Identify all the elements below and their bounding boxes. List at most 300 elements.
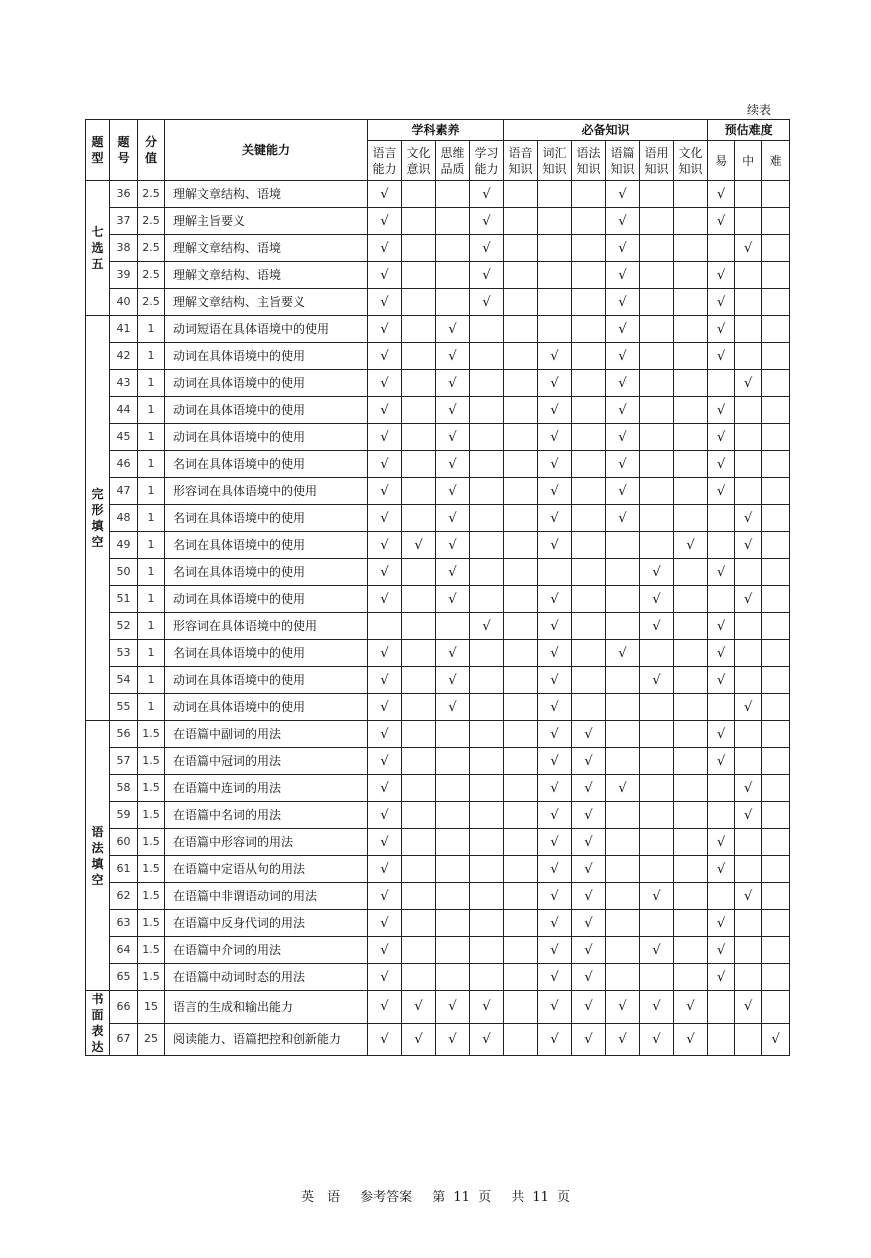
check-cell — [606, 640, 640, 667]
check-cell — [504, 883, 538, 910]
check-cell — [402, 559, 436, 586]
check-cell — [402, 1023, 436, 1056]
check-cell — [402, 478, 436, 505]
check-cell — [735, 775, 762, 802]
check-cell — [470, 505, 504, 532]
check-mark-icon: √ — [584, 888, 593, 904]
check-cell — [368, 451, 402, 478]
check-cell — [674, 424, 708, 451]
check-mark-icon: √ — [716, 645, 726, 661]
table-row — [86, 667, 790, 694]
check-mark-icon: √ — [380, 186, 389, 202]
check-cell — [368, 424, 402, 451]
question-score: 1 — [138, 559, 165, 586]
check-mark-icon: √ — [550, 753, 559, 769]
check-mark-icon: √ — [448, 483, 457, 499]
question-score: 1 — [138, 505, 165, 532]
check-mark-icon: √ — [550, 888, 559, 904]
check-mark-icon: √ — [716, 429, 726, 445]
check-cell — [368, 910, 402, 937]
check-cell — [735, 721, 762, 748]
subheader-literacy-1: 文化意识 — [402, 141, 436, 181]
check-mark-icon: √ — [448, 375, 457, 391]
question-score: 2.5 — [138, 262, 165, 289]
question-score: 1 — [138, 478, 165, 505]
check-cell — [470, 775, 504, 802]
check-cell — [572, 451, 606, 478]
check-cell — [674, 613, 708, 640]
check-cell — [708, 775, 735, 802]
check-cell — [538, 208, 572, 235]
question-score: 1 — [138, 640, 165, 667]
check-cell — [470, 829, 504, 856]
check-cell — [708, 1023, 735, 1056]
check-mark-icon: √ — [618, 402, 627, 418]
check-mark-icon: √ — [686, 999, 695, 1015]
check-cell — [368, 1023, 402, 1056]
check-cell — [436, 856, 470, 883]
check-cell — [606, 937, 640, 964]
check-mark-icon: √ — [550, 834, 559, 850]
check-cell — [368, 397, 402, 424]
check-cell — [504, 505, 538, 532]
check-cell — [504, 964, 538, 991]
question-number: 58 — [110, 775, 138, 802]
check-mark-icon: √ — [618, 348, 627, 364]
check-mark-icon: √ — [550, 645, 559, 661]
check-cell — [640, 505, 674, 532]
check-cell — [735, 883, 762, 910]
check-cell — [470, 964, 504, 991]
check-cell — [640, 775, 674, 802]
check-cell — [674, 721, 708, 748]
table-row — [86, 235, 790, 262]
check-cell — [470, 478, 504, 505]
check-cell — [470, 694, 504, 721]
check-cell — [436, 370, 470, 397]
table-row — [86, 748, 790, 775]
table-row — [86, 478, 790, 505]
check-cell — [436, 694, 470, 721]
check-cell — [470, 802, 504, 829]
check-cell — [470, 343, 504, 370]
check-cell — [436, 910, 470, 937]
check-cell — [572, 640, 606, 667]
check-cell — [606, 775, 640, 802]
key-ability: 形容词在具体语境中的使用 — [165, 613, 368, 640]
check-mark-icon: √ — [743, 780, 753, 796]
check-cell — [735, 586, 762, 613]
question-number: 65 — [110, 964, 138, 991]
check-cell — [470, 937, 504, 964]
check-cell — [674, 316, 708, 343]
key-ability: 理解主旨要义 — [165, 208, 368, 235]
key-ability: 动词短语在具体语境中的使用 — [165, 316, 368, 343]
check-cell — [572, 505, 606, 532]
question-number: 63 — [110, 910, 138, 937]
check-cell — [606, 505, 640, 532]
check-cell — [368, 829, 402, 856]
check-mark-icon: √ — [716, 618, 726, 634]
check-cell — [504, 910, 538, 937]
check-cell — [708, 964, 735, 991]
check-mark-icon: √ — [380, 834, 389, 850]
check-cell — [504, 694, 538, 721]
check-cell — [762, 316, 790, 343]
check-mark-icon: √ — [550, 375, 559, 391]
check-mark-icon: √ — [618, 1031, 627, 1047]
check-cell — [504, 262, 538, 289]
check-cell — [762, 667, 790, 694]
check-cell — [640, 181, 674, 208]
check-cell — [762, 451, 790, 478]
question-number: 44 — [110, 397, 138, 424]
check-mark-icon: √ — [618, 375, 627, 391]
check-cell — [572, 370, 606, 397]
check-cell — [606, 397, 640, 424]
check-cell — [640, 910, 674, 937]
check-cell — [762, 586, 790, 613]
check-cell — [640, 613, 674, 640]
check-cell — [640, 721, 674, 748]
check-mark-icon: √ — [380, 672, 389, 688]
check-cell — [606, 451, 640, 478]
check-cell — [470, 586, 504, 613]
footer-total: 共 11 页 — [511, 1190, 571, 1205]
check-cell — [708, 883, 735, 910]
check-mark-icon: √ — [584, 807, 593, 823]
check-cell — [470, 424, 504, 451]
check-cell — [368, 613, 402, 640]
check-mark-icon: √ — [618, 483, 627, 499]
header-ability: 关键能力 — [165, 120, 368, 181]
check-cell — [708, 235, 735, 262]
table-row — [86, 640, 790, 667]
check-cell — [436, 181, 470, 208]
check-mark-icon: √ — [482, 999, 491, 1015]
question-number: 42 — [110, 343, 138, 370]
check-mark-icon: √ — [618, 780, 627, 796]
check-cell — [674, 343, 708, 370]
check-cell — [470, 613, 504, 640]
key-ability: 名词在具体语境中的使用 — [165, 505, 368, 532]
check-mark-icon: √ — [584, 726, 593, 742]
check-cell — [470, 370, 504, 397]
header-number: 题号 — [110, 120, 138, 181]
table-row — [86, 343, 790, 370]
check-cell — [640, 856, 674, 883]
check-cell — [504, 613, 538, 640]
check-cell — [368, 505, 402, 532]
check-cell — [436, 613, 470, 640]
question-score: 1 — [138, 694, 165, 721]
check-cell — [402, 397, 436, 424]
check-cell — [470, 910, 504, 937]
check-cell — [640, 991, 674, 1024]
check-mark-icon: √ — [550, 591, 559, 607]
check-cell — [402, 208, 436, 235]
subheader-literacy-2: 思维品质 — [436, 141, 470, 181]
check-mark-icon: √ — [380, 915, 389, 931]
check-cell — [572, 883, 606, 910]
table-row — [86, 262, 790, 289]
check-cell — [735, 343, 762, 370]
check-mark-icon: √ — [448, 645, 457, 661]
question-number: 46 — [110, 451, 138, 478]
check-cell — [708, 856, 735, 883]
check-cell — [674, 559, 708, 586]
subheader-knowledge-1: 词汇知识 — [538, 141, 572, 181]
check-cell — [708, 829, 735, 856]
check-cell — [640, 262, 674, 289]
check-cell — [640, 397, 674, 424]
check-mark-icon: √ — [380, 483, 389, 499]
table-row — [86, 316, 790, 343]
check-mark-icon: √ — [550, 942, 559, 958]
key-ability: 动词在具体语境中的使用 — [165, 586, 368, 613]
check-cell — [368, 532, 402, 559]
check-mark-icon: √ — [380, 1031, 389, 1047]
check-cell — [470, 559, 504, 586]
check-mark-icon: √ — [482, 240, 491, 256]
check-cell — [606, 694, 640, 721]
check-cell — [674, 262, 708, 289]
check-cell — [538, 262, 572, 289]
check-mark-icon: √ — [584, 942, 593, 958]
check-cell — [470, 532, 504, 559]
table-row — [86, 289, 790, 316]
check-cell — [504, 802, 538, 829]
check-cell — [762, 910, 790, 937]
check-mark-icon: √ — [743, 537, 753, 553]
spec-table — [85, 119, 790, 1056]
check-cell — [674, 802, 708, 829]
check-cell — [674, 748, 708, 775]
key-ability: 名词在具体语境中的使用 — [165, 451, 368, 478]
check-mark-icon: √ — [584, 1031, 593, 1047]
check-cell — [640, 343, 674, 370]
check-mark-icon: √ — [618, 999, 627, 1015]
check-cell — [674, 289, 708, 316]
check-cell — [674, 964, 708, 991]
check-mark-icon: √ — [716, 753, 726, 769]
key-ability: 理解文章结构、语境 — [165, 262, 368, 289]
question-number: 66 — [110, 991, 138, 1024]
check-mark-icon: √ — [716, 969, 726, 985]
key-ability: 在语篇中名词的用法 — [165, 802, 368, 829]
check-cell — [470, 208, 504, 235]
check-cell — [640, 370, 674, 397]
check-cell — [402, 316, 436, 343]
check-mark-icon: √ — [482, 294, 491, 310]
check-cell — [735, 964, 762, 991]
check-cell — [708, 667, 735, 694]
question-number: 47 — [110, 478, 138, 505]
question-score: 15 — [138, 991, 165, 1024]
check-cell — [538, 424, 572, 451]
check-cell — [606, 910, 640, 937]
check-cell — [504, 640, 538, 667]
check-cell — [538, 397, 572, 424]
check-mark-icon: √ — [550, 915, 559, 931]
question-score: 1.5 — [138, 748, 165, 775]
check-cell — [674, 181, 708, 208]
check-mark-icon: √ — [618, 456, 627, 472]
check-cell — [368, 235, 402, 262]
check-cell — [470, 316, 504, 343]
check-mark-icon: √ — [550, 510, 559, 526]
check-cell — [674, 478, 708, 505]
check-mark-icon: √ — [652, 591, 661, 607]
table-row — [86, 613, 790, 640]
check-cell — [504, 478, 538, 505]
check-cell — [708, 478, 735, 505]
check-cell — [402, 424, 436, 451]
footer-subject: 英 语 — [300, 1190, 340, 1205]
check-cell — [674, 667, 708, 694]
check-cell — [640, 532, 674, 559]
check-cell — [640, 883, 674, 910]
check-cell — [572, 1023, 606, 1056]
key-ability: 语言的生成和输出能力 — [165, 991, 368, 1024]
key-ability: 动词在具体语境中的使用 — [165, 343, 368, 370]
header-group-difficulty: 预估难度 — [708, 120, 790, 141]
question-number: 62 — [110, 883, 138, 910]
check-mark-icon: √ — [550, 672, 559, 688]
check-mark-icon: √ — [716, 213, 726, 229]
check-mark-icon: √ — [771, 1031, 780, 1047]
check-mark-icon: √ — [716, 915, 726, 931]
check-cell — [504, 1023, 538, 1056]
check-cell — [538, 505, 572, 532]
check-cell — [735, 316, 762, 343]
question-score: 1.5 — [138, 829, 165, 856]
check-cell — [708, 748, 735, 775]
check-mark-icon: √ — [618, 267, 627, 283]
table-row — [86, 694, 790, 721]
check-cell — [402, 505, 436, 532]
table-row — [86, 424, 790, 451]
check-cell — [762, 208, 790, 235]
check-cell — [735, 640, 762, 667]
check-cell — [436, 1023, 470, 1056]
check-cell — [504, 559, 538, 586]
check-cell — [762, 559, 790, 586]
check-mark-icon: √ — [550, 402, 559, 418]
check-cell — [368, 721, 402, 748]
check-mark-icon: √ — [618, 429, 627, 445]
check-cell — [640, 829, 674, 856]
check-cell — [572, 748, 606, 775]
subheader-knowledge-5: 文化知识 — [674, 141, 708, 181]
check-cell — [538, 586, 572, 613]
check-cell — [606, 829, 640, 856]
check-cell — [470, 262, 504, 289]
check-cell — [674, 775, 708, 802]
check-cell — [504, 856, 538, 883]
check-cell — [762, 613, 790, 640]
check-cell — [470, 1023, 504, 1056]
check-mark-icon: √ — [550, 348, 559, 364]
check-cell — [572, 721, 606, 748]
key-ability: 动词在具体语境中的使用 — [165, 397, 368, 424]
question-score: 1.5 — [138, 883, 165, 910]
check-cell — [504, 775, 538, 802]
check-mark-icon: √ — [414, 999, 423, 1015]
check-cell — [735, 559, 762, 586]
check-cell — [504, 370, 538, 397]
check-cell — [606, 883, 640, 910]
check-cell — [606, 991, 640, 1024]
check-cell — [572, 829, 606, 856]
table-body — [86, 181, 790, 1056]
check-cell — [470, 748, 504, 775]
question-score: 2.5 — [138, 235, 165, 262]
check-cell — [470, 883, 504, 910]
question-number: 43 — [110, 370, 138, 397]
check-mark-icon: √ — [618, 510, 627, 526]
check-cell — [606, 667, 640, 694]
check-mark-icon: √ — [618, 240, 627, 256]
check-cell — [762, 775, 790, 802]
check-cell — [762, 397, 790, 424]
question-number: 53 — [110, 640, 138, 667]
table-row — [86, 208, 790, 235]
question-number: 60 — [110, 829, 138, 856]
check-mark-icon: √ — [380, 645, 389, 661]
table-row — [86, 397, 790, 424]
check-mark-icon: √ — [618, 294, 627, 310]
check-cell — [402, 775, 436, 802]
check-cell — [402, 289, 436, 316]
check-mark-icon: √ — [448, 699, 457, 715]
key-ability: 在语篇中定语从句的用法 — [165, 856, 368, 883]
check-cell — [572, 937, 606, 964]
check-cell — [606, 424, 640, 451]
check-cell — [572, 424, 606, 451]
check-cell — [504, 748, 538, 775]
check-cell — [708, 586, 735, 613]
check-cell — [402, 883, 436, 910]
check-cell — [402, 613, 436, 640]
check-cell — [606, 586, 640, 613]
check-cell — [538, 856, 572, 883]
page-footer — [0, 1186, 871, 1205]
check-mark-icon: √ — [380, 321, 389, 337]
check-mark-icon: √ — [550, 1031, 559, 1047]
check-cell — [538, 640, 572, 667]
question-score: 1 — [138, 370, 165, 397]
check-cell — [368, 181, 402, 208]
check-cell — [402, 721, 436, 748]
question-score: 1.5 — [138, 802, 165, 829]
check-mark-icon: √ — [716, 942, 726, 958]
check-cell — [708, 424, 735, 451]
check-mark-icon: √ — [380, 861, 389, 877]
check-cell — [708, 802, 735, 829]
check-cell — [572, 667, 606, 694]
subheader-knowledge-0: 语音知识 — [504, 141, 538, 181]
check-cell — [674, 208, 708, 235]
check-cell — [504, 721, 538, 748]
check-cell — [504, 991, 538, 1024]
check-cell — [735, 451, 762, 478]
check-cell — [572, 586, 606, 613]
check-cell — [708, 991, 735, 1024]
check-cell — [402, 343, 436, 370]
check-cell — [436, 667, 470, 694]
check-cell — [674, 937, 708, 964]
